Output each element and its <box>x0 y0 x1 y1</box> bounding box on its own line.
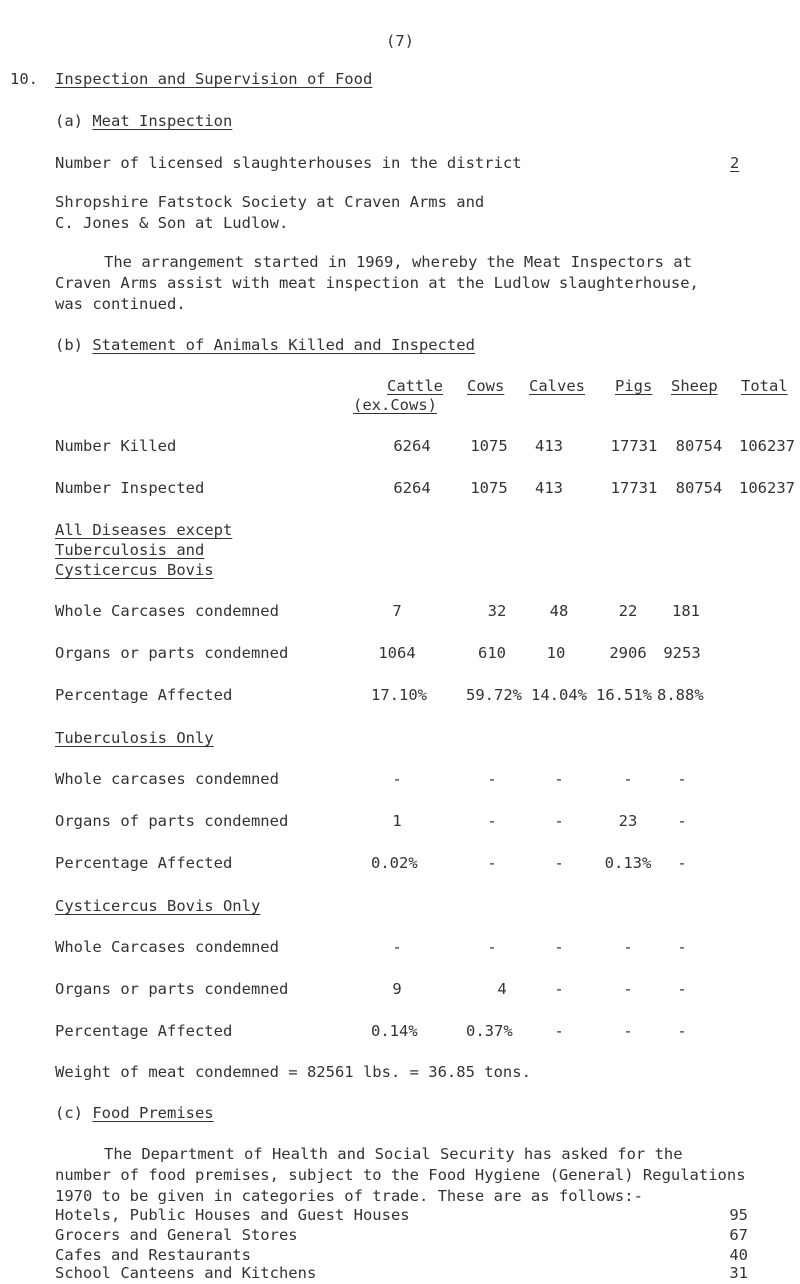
slaughterhouses-label: Number of licensed slaughterhouses in the district <box>55 154 522 172</box>
slaughterhouse-line-2: C. Jones & Son at Ludlow. <box>55 214 289 232</box>
cb-whole-label: Whole Carcases condemned <box>55 938 279 956</box>
section-number: 10. <box>10 70 38 88</box>
ad-whole-cows: 32 <box>487 602 507 620</box>
tb-percent-pigs: 0.13% <box>604 854 652 872</box>
cb-percent-sheep: - <box>677 1022 687 1040</box>
cb-percent-cows: 0.37% <box>466 1022 513 1040</box>
section-title: Inspection and Supervision of Food <box>55 70 373 88</box>
premises-item-value: 95 <box>729 1206 748 1224</box>
col-cattle: Cattle <box>387 377 443 395</box>
tb-percent-cows: - <box>487 854 497 872</box>
cb-percent-calves: - <box>554 1022 564 1040</box>
killed-pigs: 17731 <box>610 437 658 455</box>
tb-organs-cattle: 1 <box>392 812 402 830</box>
premises-para-3: 1970 to be given in categories of trade. These are as follows:- <box>55 1187 643 1205</box>
inspected-pigs: 17731 <box>610 479 658 497</box>
premises-item-value: 67 <box>729 1226 748 1244</box>
premises-para-2: number of food premises, subject to the Food Hygiene (General) Regulations <box>55 1166 746 1184</box>
ad-percent-calves: 14.04% <box>531 686 587 704</box>
col-pigs: Pigs <box>615 377 653 395</box>
slaughterhouses-value: 2 <box>730 154 740 172</box>
cb-whole-cows: - <box>487 938 497 956</box>
weight-condemned-line: Weight of meat condemned = 82561 lbs. = 36.85 tons. <box>55 1063 531 1081</box>
tb-percent-calves: - <box>554 854 564 872</box>
meat-inspection-heading: (a) Meat Inspection <box>55 112 233 130</box>
ad-percent-cows: 59.72% <box>466 686 522 704</box>
ad-organs-label: Organs or parts condemned <box>55 644 289 662</box>
premises-item-label: Hotels, Public Houses and Guest Houses <box>55 1206 410 1224</box>
statement-heading: (b) Statement of Animals Killed and Inspected <box>55 336 475 354</box>
premises-para-1: The Department of Health and Social Security has asked for the <box>104 1145 683 1163</box>
ad-organs-sheep: 9253 <box>663 644 701 662</box>
all-diseases-heading-3: Cysticercus Bovis <box>55 561 214 579</box>
col-calves: Calves <box>529 377 585 395</box>
killed-label: Number Killed <box>55 437 177 455</box>
cb-organs-cattle: 9 <box>392 980 402 998</box>
tb-whole-calves: - <box>554 770 564 788</box>
col-cattle-sub: (ex.Cows) <box>353 396 437 414</box>
cb-percent-cattle: 0.14% <box>371 1022 418 1040</box>
ad-whole-label: Whole Carcases condemned <box>55 602 279 620</box>
inspected-total: 106237 <box>739 479 795 497</box>
cb-organs-calves: - <box>554 980 564 998</box>
inspected-sheep: 80754 <box>675 479 723 497</box>
premises-item-value: 31 <box>729 1264 748 1282</box>
ad-organs-pigs: 2906 <box>609 644 647 662</box>
tb-organs-pigs: 23 <box>618 812 638 830</box>
tb-percent-sheep: - <box>677 854 687 872</box>
cb-heading: Cysticercus Bovis Only <box>55 897 261 915</box>
cb-whole-calves: - <box>554 938 564 956</box>
premises-item-label: Grocers and General Stores <box>55 1226 298 1244</box>
ad-organs-calves: 10 <box>546 644 566 662</box>
ad-organs-cattle: 1064 <box>378 644 416 662</box>
all-diseases-heading-1: All Diseases except <box>55 521 233 539</box>
premises-item-value: 40 <box>729 1246 748 1264</box>
killed-cattle: 6264 <box>393 437 431 455</box>
killed-calves: 413 <box>535 437 563 455</box>
cb-organs-sheep: - <box>677 980 687 998</box>
killed-sheep: 80754 <box>675 437 723 455</box>
inspected-cows: 1075 <box>470 479 508 497</box>
ad-whole-sheep: 181 <box>672 602 700 620</box>
cb-whole-pigs: - <box>623 938 633 956</box>
tb-percent-cattle: 0.02% <box>371 854 418 872</box>
ad-whole-pigs: 22 <box>618 602 638 620</box>
col-sheep: Sheep <box>671 377 718 395</box>
food-premises-heading: (c) Food Premises <box>55 1104 214 1122</box>
killed-cows: 1075 <box>470 437 508 455</box>
tb-heading: Tuberculosis Only <box>55 729 214 747</box>
tb-organs-sheep: - <box>677 812 687 830</box>
page-number: (7) <box>386 32 414 50</box>
ad-whole-calves: 48 <box>549 602 569 620</box>
arrangement-line-2: Craven Arms assist with meat inspection at the Ludlow slaughterhouse, <box>55 274 699 292</box>
premises-item-label: School Canteens and Kitchens <box>55 1264 317 1282</box>
arrangement-line-1: The arrangement started in 1969, whereby the Meat Inspectors at <box>104 253 692 271</box>
tb-whole-label: Whole carcases condemned <box>55 770 279 788</box>
ad-whole-cattle: 7 <box>392 602 402 620</box>
cb-percent-pigs: - <box>623 1022 633 1040</box>
tb-whole-cows: - <box>487 770 497 788</box>
ad-percent-pigs: 16.51% <box>596 686 652 704</box>
cb-whole-sheep: - <box>677 938 687 956</box>
cb-whole-cattle: - <box>392 938 402 956</box>
ad-percent-sheep: 8.88% <box>657 686 704 704</box>
ad-percent-label: Percentage Affected <box>55 686 233 704</box>
tb-whole-cattle: - <box>392 770 402 788</box>
ad-organs-cows: 610 <box>478 644 506 662</box>
slaughterhouse-line-1: Shropshire Fatstock Society at Craven Arms and <box>55 193 485 211</box>
tb-organs-label: Organs of parts condemned <box>55 812 289 830</box>
tb-percent-label: Percentage Affected <box>55 854 233 872</box>
col-total: Total <box>741 377 788 395</box>
inspected-label: Number Inspected <box>55 479 205 497</box>
premises-item-label: Cafes and Restaurants <box>55 1246 251 1264</box>
cb-organs-cows: 4 <box>497 980 507 998</box>
col-cows: Cows <box>467 377 505 395</box>
cb-organs-label: Organs or parts condemned <box>55 980 289 998</box>
killed-total: 106237 <box>739 437 795 455</box>
ad-percent-cattle: 17.10% <box>371 686 427 704</box>
inspected-calves: 413 <box>535 479 563 497</box>
all-diseases-heading-2: Tuberculosis and <box>55 541 205 559</box>
meat-inspection-title: Meat Inspection <box>92 112 233 130</box>
cb-percent-label: Percentage Affected <box>55 1022 233 1040</box>
tb-organs-calves: - <box>554 812 564 830</box>
tb-organs-cows: - <box>487 812 497 830</box>
tb-whole-sheep: - <box>677 770 687 788</box>
tb-whole-pigs: - <box>623 770 633 788</box>
inspected-cattle: 6264 <box>393 479 431 497</box>
arrangement-line-3: was continued. <box>55 295 186 313</box>
cb-organs-pigs: - <box>623 980 633 998</box>
